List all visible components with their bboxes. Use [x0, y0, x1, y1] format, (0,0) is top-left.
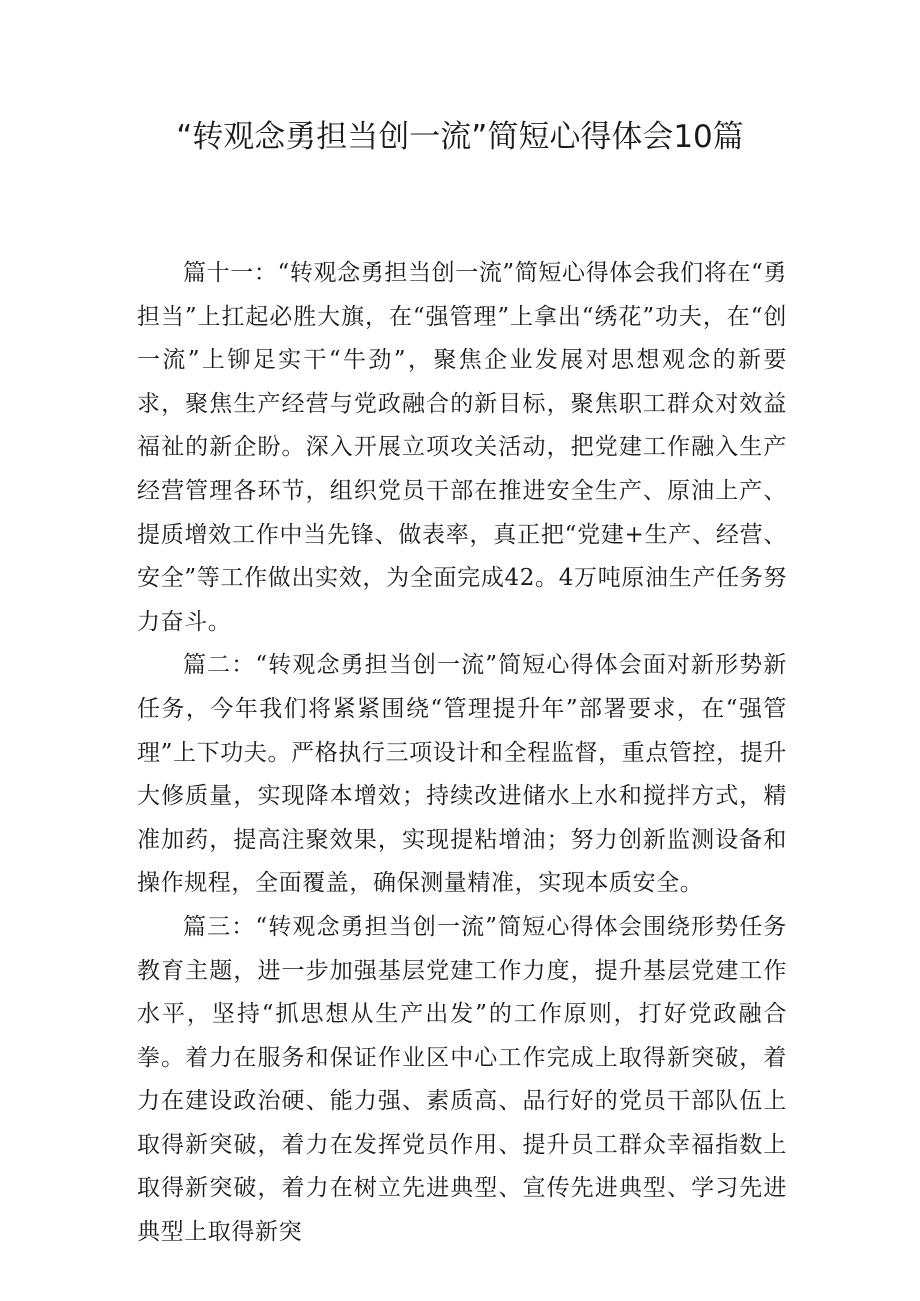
paragraph-2: 篇二：“转观念勇担当创一流”简短心得体会面对新形势新任务，今年我们将紧紧围绕“管理提升年”部署要求，在“强管理”上下功夫。严格执行三项设计和全程监督，重点管控，提升大修质量，实现降本增效；持续改进储水上水和搅拌方式，精准加药，提高注聚效果，实现提粘增油；努力创新监测设备和操作规程，全面覆盖，确保测量精准，实现本质安全。 [137, 652, 787, 897]
document-body [137, 252, 787, 1255]
document-title: “转观念勇担当创一流”简短心得体会10篇 [176, 119, 744, 155]
paragraph-1: 篇十一：“转观念勇担当创一流”简短心得体会我们将在“勇担当”上扛起必胜大旗，在“强管理”上拿出“绣花”功夫，在“创一流”上铆足实干“牛劲”，聚焦企业发展对思想观念的新要求，聚焦生产经营与党政融合的新目标，聚焦职工群众对效益福祉的新企盼。深入开展立项攻关活动，把党建工作融入生产经营管理各环节，组织党员干部在推进安全生产、原油上产、提质增效工作中当先锋、做表率，真正把“党建+生产、经营、安全”等工作做出实效，为全面完成42。4万吨原油生产任务努力奋斗。 [137, 260, 787, 635]
paragraph-3: 篇三：“转观念勇担当创一流”简短心得体会围绕形势任务教育主题，进一步加强基层党建工作力度，提升基层党建工作水平，坚持“抓思想从生产出发”的工作原则，打好党政融合拳。着力在服务和保证作业区中心工作完成上取得新突破，着力在建设政治硬、能力强、素质高、品行好的党员干部队伍上取得新突破，着力在发挥党员作用、提升员工群众幸福指数上取得新突破，着力在树立先进典型、宣传先进典型、学习先进典型上取得新突 [137, 913, 787, 1246]
